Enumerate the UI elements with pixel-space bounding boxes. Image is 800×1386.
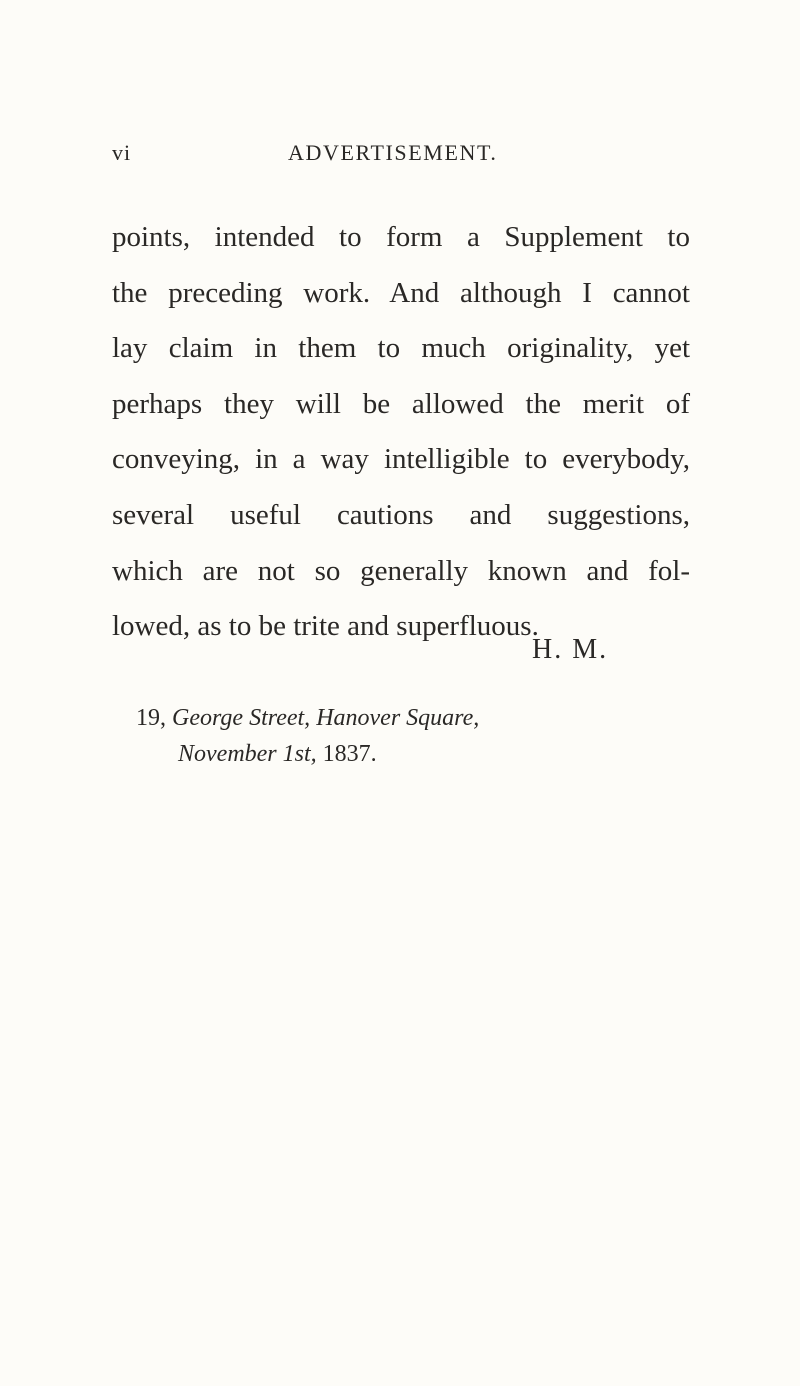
text-line: perhaps they will be allowed the merit of: [112, 387, 690, 420]
text-line: lay claim in them to much originality, yet: [112, 332, 690, 365]
text-line: the preceding work. And although I cannot: [112, 276, 690, 309]
street-number: 19,: [136, 705, 166, 731]
date-line: [136, 736, 479, 772]
text-line: lowed, as to be trite and superfluous.: [112, 610, 539, 643]
square-name: Hanover Square,: [316, 705, 480, 731]
address-line: [136, 700, 479, 736]
address-block: [136, 700, 479, 772]
running-head: [112, 140, 688, 180]
text-line: points, intended to form a Supplement to: [112, 221, 690, 253]
date-day: 1st,: [282, 741, 317, 767]
signature-initials: H. M.: [532, 634, 609, 665]
text-line: conveying, in a way intelligible to everybody,: [112, 443, 690, 476]
text-line: several useful cautions and suggestions,: [112, 498, 690, 531]
date-year: 1837.: [322, 741, 377, 767]
date-month: November: [178, 741, 277, 767]
page-number: vi: [112, 140, 132, 165]
running-head-title: ADVERTISEMENT.: [288, 140, 498, 165]
street-name: George Street,: [172, 705, 311, 731]
text-line: which are not so generally known and fol-: [112, 554, 690, 587]
body-paragraph: [112, 210, 690, 655]
